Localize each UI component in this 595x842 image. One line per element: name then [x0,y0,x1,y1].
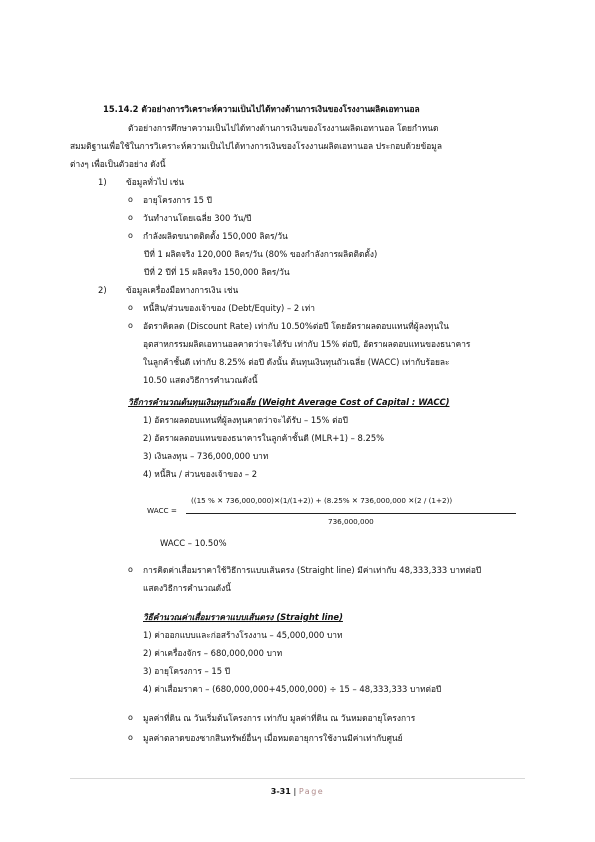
general-title: ข้อมูลทั่วไป เช่น [126,177,185,187]
finance-discount-line-4: 10.50 แสดงวิธีการคำนวณดังนี้ [143,375,258,385]
footer-rule [70,778,525,779]
wacc-formula-numerator: ((15 % ✕ 736,000,000)✕(1/(1+2)) + (8.25% ✕ 736,000,000 ✕(2 / (1+2)) [191,496,453,505]
general-item: กำลังผลิตขนาดติดตั้ง 150,000 ลิตร/วัน [143,231,288,241]
wacc-formula-lhs: WACC = [147,506,177,515]
bullet-icon: o [128,565,133,574]
depreciation-item: 4) ค่าเสื่อมราคา – (680,000,000+45,000,000) ÷ 15 – 48,333,333 บาทต่อปี [143,684,442,694]
wacc-formula-denominator: 736,000,000 [328,517,374,526]
wacc-item: 4) หนี้สิน / ส่วนของเจ้าของ – 2 [143,469,258,479]
depreciation-item: 2) ค่าเครื่องจักร – 680,000,000 บาท [143,648,283,658]
page-footer [0,787,595,796]
section-heading: 15.14.2 ตัวอย่างการวิเคราะห์ความเป็นไปได้ทางด้านการเงินของโรงงานผลิตเอทานอล [103,104,420,114]
page-word: Page [298,787,325,796]
bullet-icon: o [128,303,133,312]
tail-item: มูลค่าที่ดิน ณ วันเริ่มต้นโครงการ เท่ากับ มูลค่าที่ดิน ณ วันหมดอายุโครงการ [143,713,416,723]
finance-title: ข้อมูลเครื่องมือทางการเงิน เช่น [126,285,239,295]
bullet-icon: o [128,195,133,204]
finance-discount-line-1: อัตราคิดลด (Discount Rate) เท่ากับ 10.50%ต่อปี โดยอัตราผลตอบแทนที่ผู้ลงทุนใน [143,321,449,331]
general-year1: ปีที่ 1 ผลิตจริง 120,000 ลิตร/วัน (80% ของกำลังการผลิตติดตั้ง) [144,249,378,259]
tail-item: มูลค่าตลาดของซากสินทรัพย์อื่นๆ เมื่อหมดอายุการใช้งานมีค่าเท่ากับศูนย์ [143,733,403,743]
bullet-icon: o [128,231,133,240]
intro-line-2: สมมติฐานเพื่อใช้ในการวิเคราะห์ความเป็นไปได้ทางการเงินของโรงงานผลิตเอทานอล ประกอบด้วยข้อมูล [70,141,442,151]
finance-discount-line-2: อุตสาหกรรมผลิตเอทานอลคาดว่าจะได้รับ เท่ากับ 15% ต่อปี, อัตราผลตอบแทนของธนาคาร [143,339,471,349]
finance-debt: หนี้สิน/ส่วนของเจ้าของ (Debt/Equity) – 2 เท่า [143,303,315,313]
depreciation-item: 3) อายุโครงการ – 15 ปี [143,666,231,676]
bullet-icon: o [128,733,133,742]
bullet-icon: o [128,321,133,330]
general-item: วันทำงานโดยเฉลี่ย 300 วัน/ปี [143,213,252,223]
wacc-heading: วิธีการคำนวณต้นทุนเงินทุนถัวเฉลี่ย (Weight Average Cost of Capital : WACC) [128,397,450,407]
depreciation-item: 1) ค่าออกแบบและก่อสร้างโรงงาน – 45,000,000 บาท [143,630,343,640]
footer-separator: | [293,787,297,796]
page-number: 3-31 [270,787,291,796]
wacc-result: WACC – 10.50% [160,538,227,548]
depreciation-heading: วิธีคำนวณค่าเสื่อมราคาแบบเส้นตรง (Straight line) [143,612,343,622]
bullet-icon: o [128,213,133,222]
bullet-icon: o [128,713,133,722]
wacc-item: 3) เงินลงทุน – 736,000,000 บาท [143,451,269,461]
intro-line-1: ตัวอย่างการศึกษาความเป็นไปได้ทางด้านการเงินของโรงงานผลิตเอทานอล โดยกำหนด [128,123,439,133]
general-year2: ปีที่ 2 ปีที่ 15 ผลิตจริง 150,000 ลิตร/วัน [144,267,290,277]
general-number: 1) [98,177,107,187]
wacc-item: 2) อัตราผลตอบแทนของธนาคารในลูกค้าชั้นดี (MLR+1) – 8.25% [143,433,385,443]
intro-line-3: ต่างๆ เพื่อเป็นตัวอย่าง ดังนี้ [70,159,166,169]
finance-discount-line-3: ในลูกค้าชั้นดี เท่ากับ 8.25% ต่อปี ดังนั้น ต้นทุนเงินทุนถัวเฉลี่ย (WACC) เท่ากับร้อยละ [143,357,450,367]
general-item: อายุโครงการ 15 ปี [143,195,212,205]
wacc-fraction-line [186,513,516,514]
depreciation-intro-2: แสดงวิธีการคำนวณดังนี้ [143,583,231,593]
depreciation-intro-1: การคิดค่าเสื่อมราคาใช้วิธีการแบบเส้นตรง (Straight line) มีค่าเท่ากับ 48,333,333 บาทต่อปี [143,565,482,575]
wacc-item: 1) อัตราผลตอบแทนที่ผู้ลงทุนคาดว่าจะได้รับ – 15% ต่อปี [143,415,348,425]
finance-number: 2) [98,285,107,295]
